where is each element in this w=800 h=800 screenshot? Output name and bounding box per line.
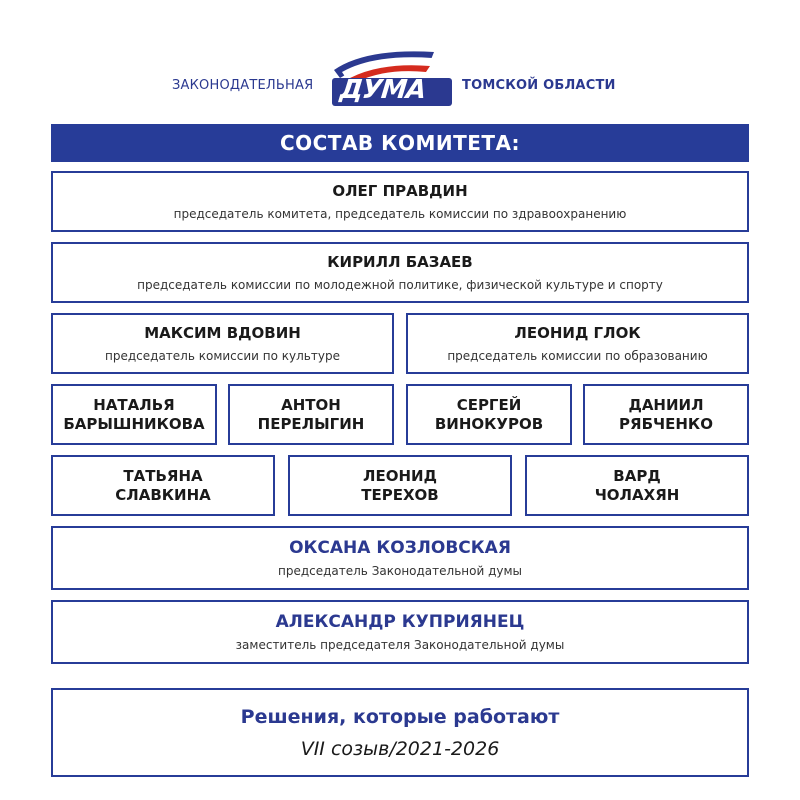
member-card-vinokurov [406,384,572,445]
member-name: ОЛЕГ ПРАВДИН [332,182,468,200]
member-card-baryshnikova [51,384,217,445]
member-role: председатель Законодательной думы [277,563,523,578]
footer-card [51,688,749,777]
footer-subtitle: VII созыв/2021-2026 [300,737,500,760]
member-role: председатель комиссии по образованию [447,349,708,363]
member-name: КИРИЛЛ БАЗАЕВ [327,253,473,271]
member-first-name: СЕРГЕЙ [456,395,522,414]
logo-right-text: ТОМСКОЙ ОБЛАСТИ [462,78,616,93]
member-card-terekhov [288,455,512,516]
member-card-kupriyanets [51,600,749,664]
member-last-name: ПЕРЕЛЫГИН [257,414,365,433]
logo [0,48,800,110]
committee-title-bar: СОСТАВ КОМИТЕТА: [51,124,749,162]
member-card-cholakhyan [525,455,749,516]
member-card-glok [406,313,749,374]
member-card-bazaev [51,242,749,303]
member-first-name: ТАТЬЯНА [123,466,203,485]
footer-title: Решения, которые работают [240,705,560,728]
member-name: ЛЕОНИД ГЛОК [514,324,641,342]
member-last-name: РЯБЧЕНКО [619,414,713,433]
member-card-pravdin [51,171,749,232]
member-card-perelygin [228,384,394,445]
member-role: председатель комиссии по культуре [105,349,340,363]
member-role: председатель комиссии по молодежной политике, физической культуре и спорту [137,278,663,292]
member-first-name: НАТАЛЬЯ [93,395,175,414]
member-last-name: СЛАВКИНА [115,485,211,504]
member-last-name: ВИНОКУРОВ [434,414,544,433]
member-card-kozlovskaya [51,526,749,590]
logo-word: ДУМА [338,75,427,105]
member-last-name: БАРЫШНИКОВА [63,414,205,433]
member-first-name: ДАНИИЛ [628,395,704,414]
member-role: председатель комитета, председатель комиссии по здравоохранению [173,207,627,221]
member-card-vdovin [51,313,394,374]
member-last-name: ЧОЛАХЯН [594,485,680,504]
member-first-name: АНТОН [281,395,341,414]
member-last-name: ТЕРЕХОВ [361,485,439,504]
member-role: заместитель председателя Законодательной думы [235,637,565,652]
member-name: ОКСАНА КОЗЛОВСКАЯ [289,537,511,558]
duma-logo-mark [326,48,460,110]
member-name: МАКСИМ ВДОВИН [144,324,301,342]
member-first-name: ЛЕОНИД [363,466,437,485]
member-card-slavkina [51,455,275,516]
member-card-ryabchenko [583,384,749,445]
member-first-name: ВАРД [613,466,661,485]
logo-left-text: ЗАКОНОДАТЕЛЬНАЯ [172,78,314,93]
member-name: АЛЕКСАНДР КУПРИЯНЕЦ [275,611,525,632]
